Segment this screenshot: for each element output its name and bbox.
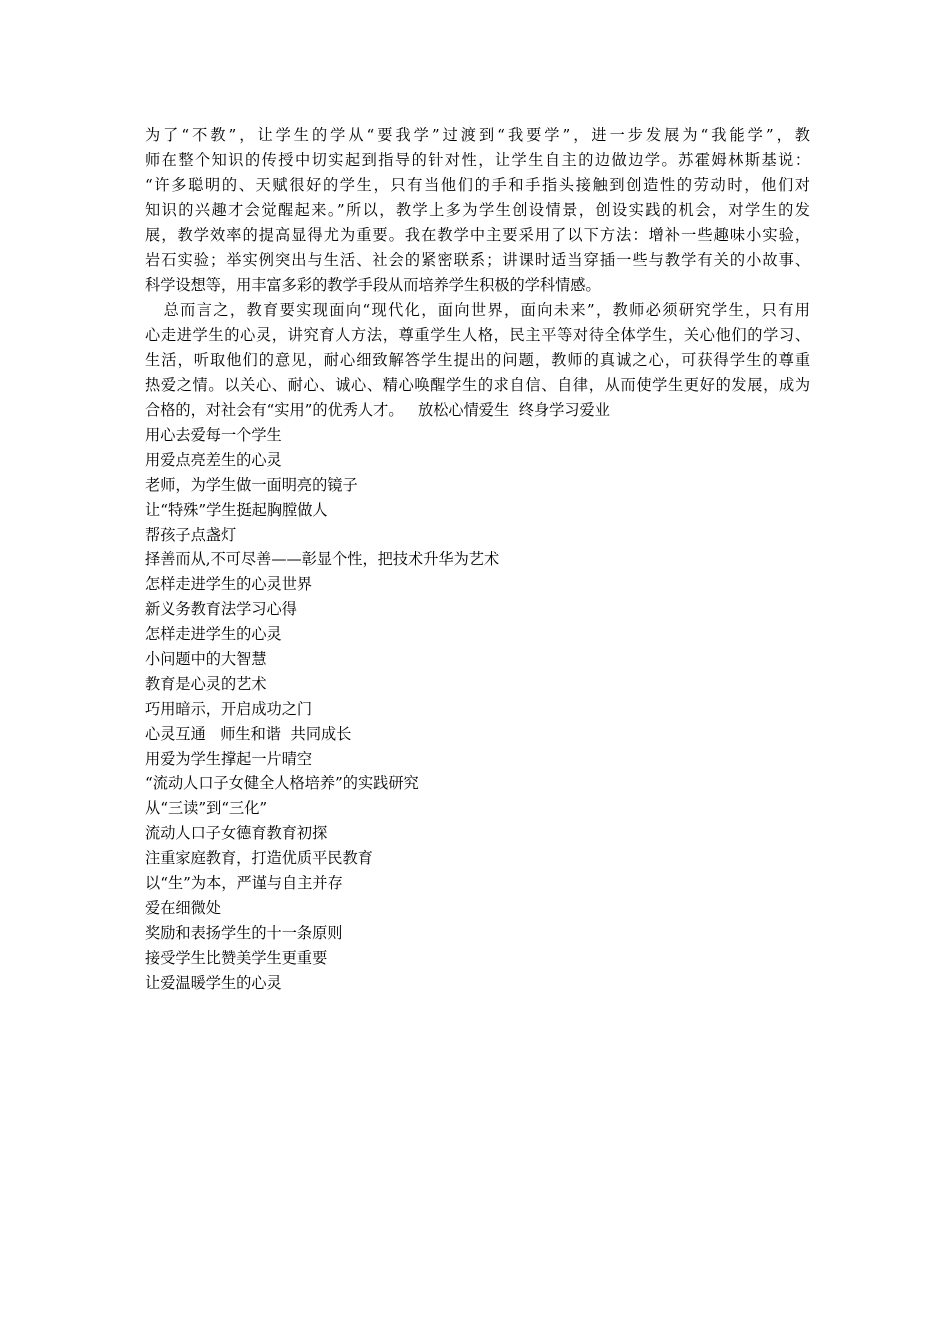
list-item: 用爱点亮差生的心灵 xyxy=(145,450,282,469)
list-item: 新义务教育法学习心得 xyxy=(145,600,297,619)
related-titles-list xyxy=(145,423,810,995)
list-item: 让“特殊”学生挺起胸膛做人 xyxy=(145,500,328,519)
list-item: 用爱为学生撑起一片晴空 xyxy=(145,749,313,768)
list-item: 接受学生比赞美学生更重要 xyxy=(145,948,328,967)
list-item: 怎样走进学生的心灵 xyxy=(145,625,282,644)
list-item: 流动人口子女德育教育初探 xyxy=(145,824,328,843)
paragraph-line: 知识的兴趣才会觉醒起来。”所以，教学上多为学生创设情景，创设实践的机会，对学生的发 xyxy=(145,201,810,219)
document-page xyxy=(145,123,810,995)
list-item: 怎样走进学生的心灵世界 xyxy=(145,575,313,594)
paragraph-line: 心走进学生的心灵，讲究育人方法，尊重学生人格，民主平等对待全体学生，关心他们的学习、 xyxy=(145,326,810,344)
list-item: 奖励和表扬学生的十一条原则 xyxy=(145,923,343,942)
paragraph-line: 师在整个知识的传授中切实起到指导的针对性，让学生自主的边做边学。苏霍姆林斯基说： xyxy=(145,151,810,169)
paragraph-line: 岩石实验；举实例突出与生活、社会的紧密联系；讲课时适当穿插一些与教学有关的小故事、 xyxy=(145,251,810,269)
list-item: 小问题中的大智慧 xyxy=(145,650,267,669)
paragraph-line: 热爱之情。以关心、耐心、诚心、精心唤醒学生的求自信、自律，从而使学生更好的发展，成为 xyxy=(145,376,810,394)
paragraph-line: 生活，听取他们的意见，耐心细致解答学生提出的问题，教师的真诚之心，可获得学生的尊重 xyxy=(145,351,810,369)
list-item: 以“生”为本，严谨与自主并存 xyxy=(145,874,343,893)
paragraph-1 xyxy=(145,123,810,298)
paragraph-line: 合格的，对社会有“实用”的优秀人才。 放松心情爱生 终身学习爱业 xyxy=(145,401,610,419)
paragraph-line: 总而言之，教育要实现面向“现代化，面向世界，面向未来”，教师必须研究学生，只有用 xyxy=(145,301,810,319)
paragraph-line: 为了“不教”，让学生的学从“要我学”过渡到“我要学”，进一步发展为“我能学”，教 xyxy=(145,126,810,144)
list-item: 教育是心灵的艺术 xyxy=(145,674,267,693)
list-item: 帮孩子点盏灯 xyxy=(145,525,237,544)
list-item: 让爱温暖学生的心灵 xyxy=(145,973,282,992)
list-item: 心灵互通 师生和谐 共同成长 xyxy=(145,724,352,743)
list-item: 巧用暗示，开启成功之门 xyxy=(145,699,313,718)
list-item: 用心去爱每一个学生 xyxy=(145,426,282,444)
paragraph-line: “许多聪明的、天赋很好的学生，只有当他们的手和手指头接触到创造性的劳动时，他们对 xyxy=(145,176,810,194)
list-item: 老师，为学生做一面明亮的镜子 xyxy=(145,475,358,494)
list-item: 爱在细微处 xyxy=(145,898,221,917)
list-item: “流动人口子女健全人格培养”的实践研究 xyxy=(145,774,419,793)
paragraph-2 xyxy=(145,298,810,423)
list-item: 从“三读”到“三化” xyxy=(145,799,268,818)
paragraph-line: 展，教学效率的提高显得尤为重要。我在教学中主要采用了以下方法：增补一些趣味小实验， xyxy=(145,226,810,244)
paragraph-line: 科学设想等，用丰富多彩的教学手段从而培养学生积极的学科情感。 xyxy=(145,276,601,294)
list-item: 注重家庭教育，打造优质平民教育 xyxy=(145,849,373,868)
list-item: 择善而从,不可尽善——彰显个性，把技术升华为艺术 xyxy=(145,550,500,569)
